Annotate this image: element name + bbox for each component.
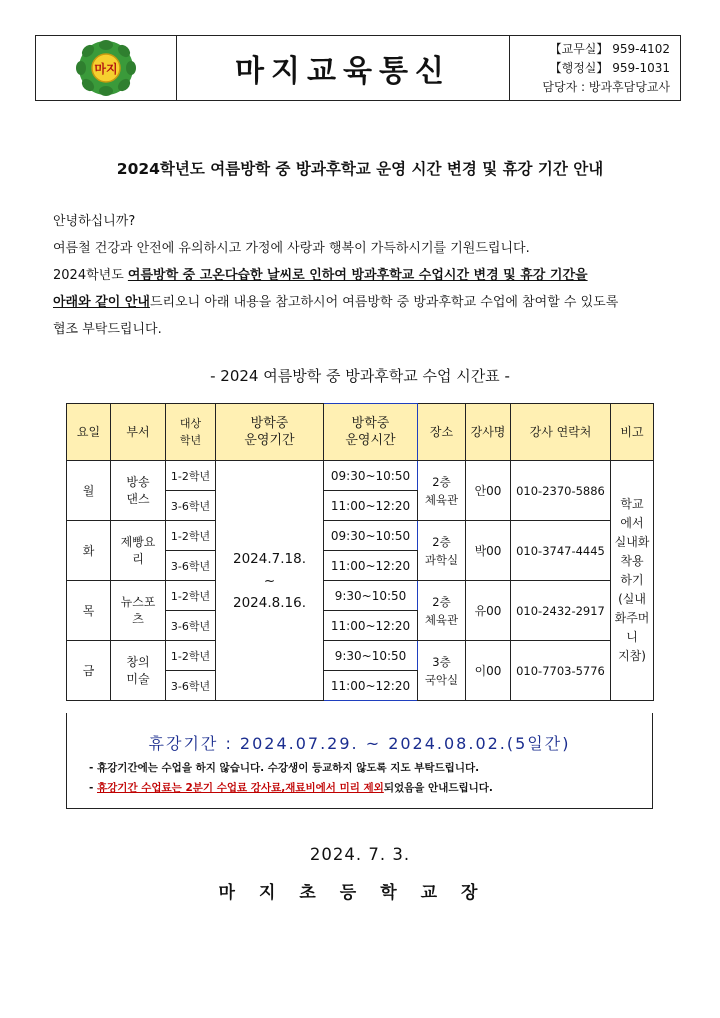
schedule-table xyxy=(66,403,654,701)
letter-body xyxy=(53,208,673,343)
greeting: 안녕하십니까? xyxy=(53,214,136,229)
principal-signature: 마지초등학교장 xyxy=(218,883,502,903)
cell-place: 2층 과학실 xyxy=(418,521,466,581)
table-header-row xyxy=(67,404,654,461)
cell-day: 월 xyxy=(67,461,111,521)
cell-dept: 제빵요 리 xyxy=(111,521,166,581)
header-period: 방학중 운영기간 xyxy=(216,404,324,461)
cell-grade: 3-6학년 xyxy=(166,611,216,641)
header-day: 요일 xyxy=(67,404,111,461)
cell-time: 9:30~10:50 xyxy=(324,581,418,611)
cell-period xyxy=(216,461,324,701)
svg-text:마지: 마지 xyxy=(94,62,118,76)
cell-teacher: 이00 xyxy=(466,641,511,701)
cell-contact: 010-7703-5776 xyxy=(511,641,611,701)
school-logo-cell xyxy=(36,36,177,100)
body-line-4-text: 드리오니 아래 내용을 참고하시어 여름방학 중 방과후학교 수업에 참여할 수 있도록 xyxy=(149,295,619,310)
header-time: 방학중 운영시간 xyxy=(324,404,418,461)
table-row xyxy=(67,581,654,611)
cell-contact: 010-2370-5886 xyxy=(511,461,611,521)
newsletter-title: 마지교육통신 xyxy=(177,36,510,100)
cell-place: 2층 체육관 xyxy=(418,461,466,521)
cell-grade: 3-6학년 xyxy=(166,671,216,701)
cell-grade: 1-2학년 xyxy=(166,641,216,671)
vacation-title: 휴강기간 : 2024.07.29. ~ 2024.08.02.(5일간) xyxy=(148,734,571,753)
period-end: 2024.8.16. xyxy=(233,594,306,611)
table-row xyxy=(67,461,654,491)
table-row xyxy=(67,641,654,671)
header-dept: 부서 xyxy=(111,404,166,461)
cell-time: 11:00~12:20 xyxy=(324,551,418,581)
schedule-body xyxy=(67,461,654,701)
cell-teacher: 안00 xyxy=(466,461,511,521)
cell-contact: 010-3747-4445 xyxy=(511,521,611,581)
cell-day: 금 xyxy=(67,641,111,701)
body-line-4-underline: 아래와 같이 안내 xyxy=(53,295,150,310)
admin-phone: 【행정실】 959-1031 xyxy=(549,60,670,75)
school-emblem-icon xyxy=(74,39,138,97)
cell-day: 목 xyxy=(67,581,111,641)
cell-time: 11:00~12:20 xyxy=(324,491,418,521)
cell-dept: 방송 댄스 xyxy=(111,461,166,521)
cell-teacher: 유00 xyxy=(466,581,511,641)
period-start: 2024.7.18. xyxy=(233,550,306,567)
cell-time: 09:30~10:50 xyxy=(324,461,418,491)
contact-person: 담당자 : 방과후담당교사 xyxy=(542,79,670,94)
header-place: 장소 xyxy=(418,404,466,461)
vacation-note-2-highlight: 휴강기간 수업료는 2분기 수업료 강사료,재료비에서 미리 제외 xyxy=(97,782,384,794)
cell-grade: 3-6학년 xyxy=(166,491,216,521)
cell-teacher: 박00 xyxy=(466,521,511,581)
table-row xyxy=(67,521,654,551)
cell-grade: 1-2학년 xyxy=(166,581,216,611)
body-line-3-underline: 여름방학 중 고온다습한 날씨로 인하여 방과후학교 수업시간 변경 및 휴강 기간을 xyxy=(127,268,588,283)
vacation-note-1: - 휴강기간에는 수업을 하지 않습니다. 수강생이 등교하지 않도록 지도 부탁드립니다. xyxy=(89,762,480,774)
newsletter-header xyxy=(35,35,681,101)
vacation-box xyxy=(66,713,653,809)
vacation-note-2 xyxy=(89,778,652,798)
issue-date: 2024. 7. 3. xyxy=(309,845,411,864)
cell-day: 화 xyxy=(67,521,111,581)
cell-grade: 1-2학년 xyxy=(166,461,216,491)
office-phone: 【교무실】 959-4102 xyxy=(549,41,670,56)
vacation-note-2-dash: - xyxy=(89,782,98,794)
cell-place: 2층 체육관 xyxy=(418,581,466,641)
cell-contact: 010-2432-2917 xyxy=(511,581,611,641)
body-line-2: 여름철 건강과 안전에 유의하시고 가정에 사랑과 행복이 가득하시기를 기원드립니다. xyxy=(53,241,530,256)
cell-time: 9:30~10:50 xyxy=(324,641,418,671)
cell-grade: 3-6학년 xyxy=(166,551,216,581)
body-line-3 xyxy=(53,262,673,289)
cell-place: 3층 국악실 xyxy=(418,641,466,701)
body-line-5: 협조 부탁드립니다. xyxy=(53,322,162,337)
header-contact: 강사 연락처 xyxy=(511,404,611,461)
header-teacher: 강사명 xyxy=(466,404,511,461)
cell-time: 09:30~10:50 xyxy=(324,521,418,551)
cell-time: 11:00~12:20 xyxy=(324,611,418,641)
contact-info xyxy=(510,36,680,100)
vacation-note-2-text: 되었음을 안내드립니다. xyxy=(383,782,493,794)
cell-dept: 뉴스포 츠 xyxy=(111,581,166,641)
cell-note: 학교 에서 실내화 착용 하기 (실내 화주머 니 지참) xyxy=(611,461,654,701)
cell-dept: 창의 미술 xyxy=(111,641,166,701)
body-line-3-text: 2024학년도 xyxy=(53,268,128,283)
body-line-4 xyxy=(53,289,673,316)
document-title: 2024학년도 여름방학 중 방과후학교 운영 시간 변경 및 휴강 기간 안내 xyxy=(116,160,604,178)
period-tilde: ~ xyxy=(263,572,276,589)
header-note: 비고 xyxy=(611,404,654,461)
cell-grade: 1-2학년 xyxy=(166,521,216,551)
cell-time: 11:00~12:20 xyxy=(324,671,418,701)
header-grade: 대상 학년 xyxy=(166,404,216,461)
schedule-title: - 2024 여름방학 중 방과후학교 수업 시간표 - xyxy=(210,367,510,385)
